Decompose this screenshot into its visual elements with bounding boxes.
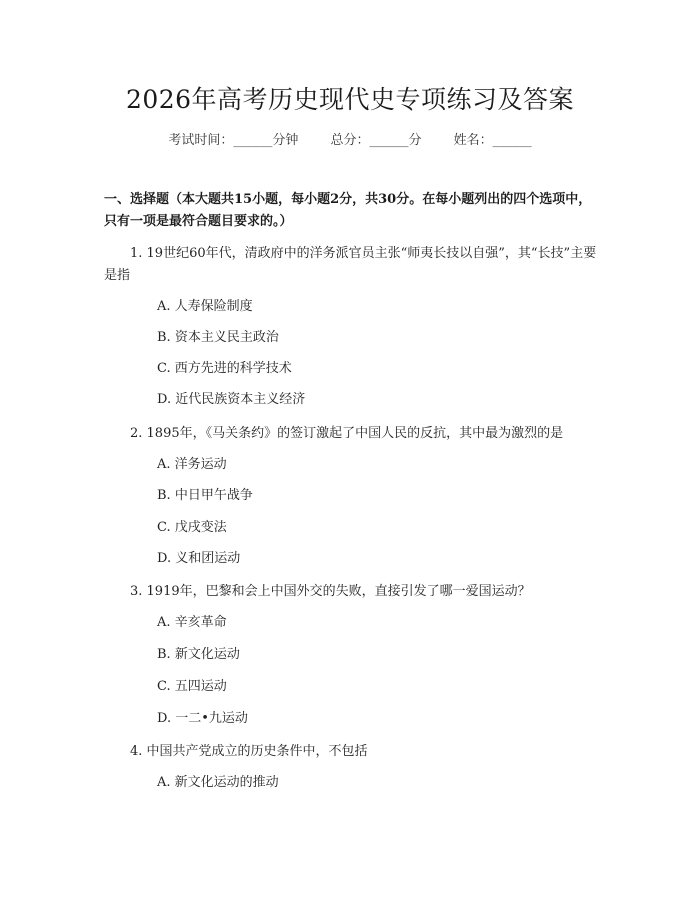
question-3-option-b: B. 新文化运动 xyxy=(157,647,240,662)
total-score-field: 总分：______分 xyxy=(330,133,422,148)
question-2-option-b: B. 中日甲午战争 xyxy=(157,488,253,503)
question-2-option-c: C. 戊戌变法 xyxy=(157,520,227,535)
question-2-text: 2. 1895年，《马关条约》的签订激起了中国人民的反抗，其中最为激烈的是 xyxy=(130,426,564,441)
exam-time-field: 考试时间：______分钟 xyxy=(168,133,299,148)
exam-info-line xyxy=(0,131,700,151)
question-2-option-a: A. 洋务运动 xyxy=(157,457,227,472)
question-1-option-d: D. 近代民族资本主义经济 xyxy=(157,392,306,407)
question-3-option-c: C. 五四运动 xyxy=(157,679,227,694)
question-3-text: 3. 1919年，巴黎和会上中国外交的失败，直接引发了哪一爱国运动？ xyxy=(130,584,531,599)
question-4-option-a: A. 新文化运动的推动 xyxy=(157,775,279,790)
question-1-option-c: C. 西方先进的科学技术 xyxy=(157,361,292,376)
question-1-text: 1. 19世纪60年代，清政府中的洋务派官员主张“师夷长技以自强”，其“长技”主要是指 xyxy=(104,246,597,283)
question-2-option-d: D. 义和团运动 xyxy=(157,551,241,566)
section-heading: 一、选择题（本大题共15小题，每小题2分，共30分。在每小题列出的四个选项中，只有一项是最符合题目要求的。） xyxy=(104,192,592,229)
question-1-option-a: A. 人寿保险制度 xyxy=(157,299,253,314)
question-4-text: 4. 中国共产党成立的历史条件中，不包括 xyxy=(130,744,368,759)
student-name-field: 姓名：______ xyxy=(453,133,532,148)
question-1-option-b: B. 资本主义民主政治 xyxy=(157,330,279,345)
page-title: 2026年高考历史现代史专项练习及答案 xyxy=(125,85,575,114)
question-3-option-d: D. 一二•九运动 xyxy=(157,711,248,726)
question-3-option-a: A. 辛亥革命 xyxy=(157,615,227,630)
